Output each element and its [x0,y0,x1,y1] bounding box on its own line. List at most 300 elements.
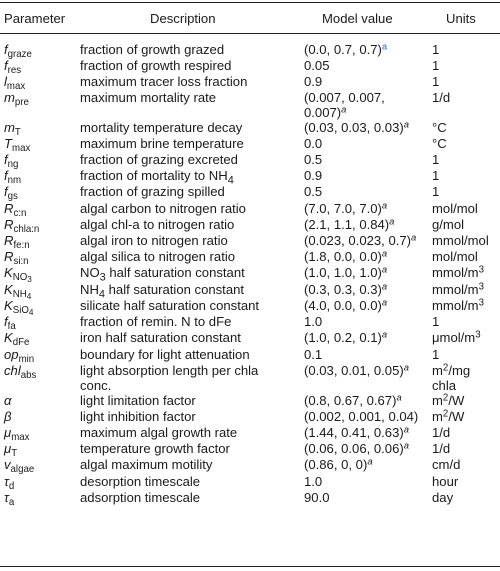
unit-text-rest: /W [448,409,465,424]
model-value: (0.3, 0.3, 0.3) [304,282,382,297]
units-cell [432,490,453,505]
symbol-subscript: min [18,354,35,366]
symbol-subscript: T [14,127,21,139]
units-line [432,136,447,151]
description-subscript: 3 [99,271,106,284]
description-text-rest: half saturation constant [105,265,245,280]
symbol-base: K [4,265,13,280]
description-text: fraction of remin. N to dFe [80,314,232,329]
units-cell [432,42,439,57]
unit-superscript: 2 [442,362,449,374]
model-value-cell [304,474,322,489]
description-text: fraction of growth grazed [80,42,225,57]
description-line [80,441,230,456]
symbol-subscript: algae [10,464,35,476]
parameter-symbol [4,90,29,109]
top-rule [0,2,500,3]
symbol-subscript: NO3 [12,272,32,285]
units-cell [432,90,450,105]
description-text: mortality temperature decay [80,120,243,135]
unit-text: mmol/m [432,298,479,313]
description-text: algal chl-a to nitrogen ratio [80,217,235,232]
model-value-line [304,168,322,183]
description-cell [80,152,238,167]
parameter-symbol [4,120,21,139]
model-value-cell [304,347,322,362]
footnote-marker: a [381,328,388,340]
parameter-symbol [4,425,30,444]
model-value: (0.03, 0.03, 0.03) [304,120,404,135]
footnote-link: a [381,40,388,52]
description-cell [80,136,244,151]
description-line [80,363,258,378]
units-cell [432,184,439,199]
model-value-line [304,265,387,280]
model-value: 90.0 [304,490,330,505]
footnote-marker: a [403,439,409,451]
description-line [80,457,212,472]
unit-superscript: 2 [442,392,449,404]
model-value-cell [304,298,387,313]
units-line [432,58,439,73]
units-line [432,393,464,408]
units-line [432,409,464,424]
description-text: maximum tracer loss fraction [80,74,248,89]
units-cell [432,298,484,313]
model-value-line [304,152,322,167]
description-line [80,42,224,57]
units-cell [432,441,450,456]
parameter-symbol [4,233,30,252]
header-parameter: Parameter [4,11,66,26]
footnote-marker: a [403,118,409,130]
units-cell [432,168,439,183]
footnote-marker: a [381,296,388,308]
description-subscript: 4 [98,288,105,301]
model-value-line [304,314,322,329]
parameter-symbol [4,265,32,285]
description-text: NH [80,282,99,297]
unit-text: mol/mol [432,249,478,264]
model-value-line [304,282,387,297]
symbol-subscript: pre [14,97,29,109]
units-line [432,168,439,183]
symbol-base: K [4,330,13,345]
units-cell [432,425,450,440]
model-value-cell [304,490,329,505]
model-value-cell [304,74,322,89]
parameter-symbol [4,347,35,366]
model-value: 0.9 [304,74,323,89]
units-cell [432,233,489,248]
unit-text: 1 [432,347,440,362]
model-value-line [304,393,402,408]
symbol-sub-subscript: 4 [26,292,32,302]
model-value-cell [304,90,385,120]
description-text: maximum mortality rate [80,90,217,105]
unit-text-rest: /W [448,393,465,408]
model-value-line-2 [304,105,385,120]
description-cell [80,298,259,313]
units-cell [432,74,439,89]
unit-text: 1 [432,58,440,73]
model-value-line [304,42,387,57]
description-cell [80,393,196,408]
description-line [80,314,231,329]
parameter-symbol [4,74,26,93]
footnote-marker: a [389,215,395,227]
unit-text: m [432,409,443,424]
header-model-value: Model value [322,11,393,26]
units-line [432,217,464,232]
units-line [432,474,458,489]
model-value: 1.0 [304,314,323,329]
parameter-symbol [4,184,18,203]
model-value: (0.8, 0.67, 0.67) [304,393,397,408]
symbol-base: K [4,298,13,313]
parameter-symbol [4,152,19,171]
description-line [80,490,200,505]
symbol-subscript: T [11,448,18,460]
model-value-line [304,184,322,199]
unit-superscript: 3 [478,264,484,276]
symbol-base: R [4,233,14,248]
model-value: (0.023, 0.023, 0.7) [304,233,412,248]
units-line [432,265,484,280]
model-value-cell [304,441,409,456]
model-value-line [304,457,373,472]
unit-text: day [432,490,454,505]
parameter-symbol [4,282,32,302]
description-text: temperature growth factor [80,441,230,456]
model-value: 0.5 [304,184,323,199]
symbol-subscript: dFe [12,337,30,349]
symbol-subscript: res [7,65,22,77]
units-line [432,363,470,378]
unit-superscript: 3 [478,297,484,309]
model-value-cell [304,120,409,135]
model-value-line [304,409,418,424]
description-cell [80,409,196,424]
unit-text: g/mol [432,217,465,232]
units-line [432,314,439,329]
units-line [432,90,450,105]
units-cell [432,249,478,264]
symbol-base: μ [4,441,12,456]
model-value-cell [304,233,416,248]
description-text: algal maximum motility [80,457,213,472]
symbol-subscript: max [12,143,31,155]
description-subscript: 4 [227,174,234,187]
units-cell [432,58,439,73]
model-value-line [304,347,322,362]
description-text: iron half saturation constant [80,330,241,345]
model-value: 0.9 [304,168,323,183]
description-line [80,152,238,167]
description-line [80,184,225,199]
symbol-base: τ [4,474,9,489]
footnote-marker: a [381,263,388,275]
symbol-subscript: abs [20,370,37,382]
description-cell [80,474,200,489]
description-text: light inhibition factor [80,409,196,424]
description-text: maximum algal growth rate [80,425,238,440]
description-cell [80,425,237,440]
model-value-cell [304,330,387,345]
description-text: boundary for light attenuation [80,347,250,362]
model-value: 1.0 [304,474,323,489]
symbol-base: R [4,249,14,264]
units-line [432,201,478,216]
description-cell [80,217,234,232]
model-value-line [304,425,409,440]
description-line [80,474,200,489]
bottom-rule [0,566,500,567]
description-text: maximum brine temperature [80,136,244,151]
description-line [80,330,241,345]
units-cell [432,120,447,135]
unit-text: m [432,363,443,378]
units-line [432,425,450,440]
description-text: algal iron to nitrogen ratio [80,233,228,248]
unit-text: cm/d [432,457,461,472]
description-line [80,136,244,151]
model-value-line [304,441,409,456]
unit-text: 1 [432,184,440,199]
units-line [432,120,447,135]
description-cell [80,184,225,199]
symbol-base: α [4,393,12,408]
description-line [80,233,228,248]
model-value: 0.05 [304,58,330,73]
unit-text: 1/d [432,441,451,456]
model-value-line [304,330,387,345]
units-line [432,42,439,57]
units-cell [432,152,439,167]
parameter-symbol [4,42,32,61]
description-text: fraction of growth respired [80,58,232,73]
units-line [432,490,453,505]
model-value: (1.0, 1.0, 1.0) [304,265,382,280]
units-line [432,74,439,89]
model-value: (7.0, 7.0, 7.0) [304,201,382,216]
units-line [432,249,478,264]
header-description: Description [150,11,216,26]
model-value-cell [304,152,322,167]
model-value-cell [304,184,322,199]
symbol-base: f [4,184,8,199]
symbol-base: v [4,457,11,472]
symbol-base: m [4,90,15,105]
symbol-subscript: max [6,81,26,93]
unit-text: 1 [432,168,440,183]
parameter-symbol [4,393,11,408]
footnote-marker: a [381,247,388,259]
model-value-cell [304,314,322,329]
model-value: (0.86, 0, 0) [304,457,368,472]
units-cell [432,201,478,216]
units-line [432,152,439,167]
units-line [432,282,484,297]
description-cell [80,249,235,264]
units-cell [432,457,460,472]
model-value-line [304,474,322,489]
unit-text: 1 [432,42,440,57]
unit-text: μmol/m [432,330,476,345]
symbol-subscript: gs [7,191,18,203]
model-value: (0.007, 0.007, [304,90,385,105]
symbol-subscript: max [11,432,30,444]
symbol-sub-subscript: 3 [27,275,32,285]
description-line [80,409,196,424]
model-value-cell [304,201,387,216]
model-value-line [304,249,387,264]
model-value: 0.5 [304,152,323,167]
model-value-cell [304,265,387,280]
model-value-line [304,233,416,248]
parameter-symbol [4,136,31,155]
units-cell [432,347,439,362]
model-value-cell [304,425,409,440]
description-text: fraction of mortality to NH [80,168,228,183]
description-line [80,393,196,408]
unit-text: mmol/mol [432,233,489,248]
symbol-subscript: ng [7,159,19,171]
description-line [80,425,237,440]
symbol-base: l [4,74,7,89]
model-value-line [304,363,409,378]
description-cell [80,490,200,505]
units-line [432,441,450,456]
footnote-marker: a [403,423,409,435]
unit-text: 1/d [432,425,451,440]
units-cell [432,282,484,297]
symbol-base: chl [4,363,21,378]
parameter-symbol [4,330,30,349]
model-value-cell [304,393,402,408]
parameter-symbol [4,474,15,493]
description-line [80,217,234,232]
model-value-line [304,58,329,73]
units-cell [432,265,484,280]
unit-text: 1/d [432,90,451,105]
symbol-base: μ [4,425,12,440]
unit-line-2: chla [432,378,457,393]
model-value: (2.1, 1.1, 0.84) [304,217,390,232]
symbol-subscript: fa [7,321,16,333]
unit-text: 1 [432,74,440,89]
symbol-base: f [4,152,8,167]
footnote-marker: a [341,103,347,115]
unit-text: 1 [432,152,440,167]
unit-text: °C [432,136,447,151]
parameter-symbol [4,457,35,476]
units-line [432,233,489,248]
parameter-symbol [4,298,34,318]
units-line [432,330,481,345]
unit-superscript: 3 [475,329,481,341]
symbol-sub-subscript: 4 [28,308,34,318]
description-text: silicate half saturation constant [80,298,260,313]
description-cell [80,363,258,393]
unit-text: mmol/m [432,265,479,280]
units-line [432,457,460,472]
parameter-symbol [4,217,40,236]
description-line [80,347,250,362]
description-text: adsorption timescale [80,490,201,505]
description-line [80,58,231,73]
description-text: fraction of grazing spilled [80,184,225,199]
model-value-line [304,136,322,151]
footnote-marker: a [367,455,373,467]
description-line [80,298,259,313]
parameter-symbol [4,168,22,187]
units-cell [432,217,464,232]
parameter-symbol [4,314,16,333]
description-cell [80,120,242,135]
parameter-symbol [4,201,27,220]
footnote-marker: a [381,280,388,292]
model-value-cell [304,217,394,232]
model-value-cell [304,168,322,183]
unit-text: °C [432,120,447,135]
parameter-symbol [4,249,29,268]
description-text: light limitation factor [80,393,196,408]
symbol-subscript: SiO4 [12,305,34,318]
description-cell [80,74,247,89]
unit-text: mol/mol [432,201,478,216]
symbol-subscript: nm [7,175,22,187]
model-value: (4.0, 0.0, 0.0) [304,298,382,313]
model-value-cell [304,282,387,297]
units-cell [432,393,464,408]
description-line-2: conc. [80,378,112,393]
model-value-cell [304,136,322,151]
model-value-cell [304,363,409,378]
model-value: (1.0, 0.2, 0.1) [304,330,382,345]
symbol-base: R [4,217,14,232]
unit-text-rest: /mg [448,363,471,378]
description-cell [80,90,216,105]
units-line [432,298,484,313]
header-units: Units [446,11,476,26]
unit-superscript: 3 [478,281,484,293]
symbol-base: m [4,120,15,135]
description-cell [80,201,246,216]
parameter-symbol [4,409,11,424]
model-value-cell [304,249,387,264]
description-text: light absorption length per chla [80,363,259,378]
model-value-line [304,217,394,232]
units-cell [432,363,470,393]
description-line [80,120,242,135]
footnote-marker: a [381,199,388,211]
description-line [80,90,216,105]
model-value: (0.0, 0.7, 0.7) [304,42,382,57]
units-line [432,347,439,362]
model-value: (0.002, 0.001, 0.04) [304,409,419,424]
footnote-marker: a [411,231,417,243]
model-value-line [304,298,387,313]
symbol-base: f [4,42,8,57]
model-value-cell [304,42,387,57]
units-cell [432,474,458,489]
units-cell [432,409,464,424]
units-line [432,184,439,199]
description-line [80,201,246,216]
description-cell [80,347,250,362]
description-text: algal carbon to nitrogen ratio [80,201,246,216]
